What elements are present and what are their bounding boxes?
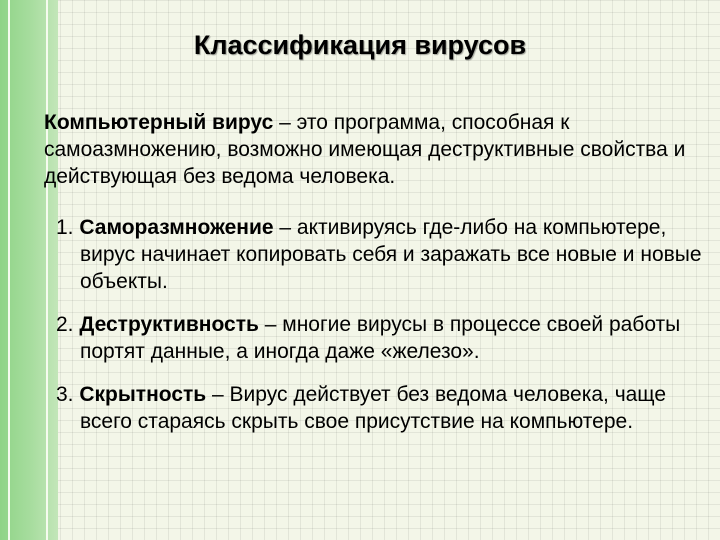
list-item-text: – Вирус действует без ведома человека, чаще всего стараясь скрыть свое присутствие на компьютере. [80, 383, 667, 433]
list-item-term: Скрытность [79, 383, 207, 406]
intro-definition: – это программа, способная к самоазмножению, возможно имеющая деструктивные свойства и действующая без ведома человека. [44, 111, 686, 188]
list-item-number: 3. [56, 383, 80, 406]
list-item-self-replication [56, 214, 706, 295]
list-item-text: – активируясь где-либо на компьютере, вирус начинает копировать себя и заражать все новые и новые объекты. [80, 216, 702, 293]
list-item-stealth [56, 381, 706, 435]
slide-title: Классификация вирусов [193, 30, 527, 60]
list-item-number: 2. [56, 313, 80, 336]
list-item-destructiveness [56, 311, 706, 365]
list-item-number: 1. [56, 216, 80, 239]
list-item-term: Саморазмножение [79, 216, 274, 239]
stripe-line-right [46, 0, 48, 540]
stripe-line-left [8, 0, 10, 540]
list-item-text: – многие вирусы в процессе своей работы портят данные, а иногда даже «железо». [80, 313, 681, 363]
intro-term: Компьютерный вирус [44, 111, 274, 134]
intro-paragraph [44, 109, 704, 190]
list-item-term: Деструктивность [79, 313, 259, 336]
properties-list [56, 214, 706, 451]
